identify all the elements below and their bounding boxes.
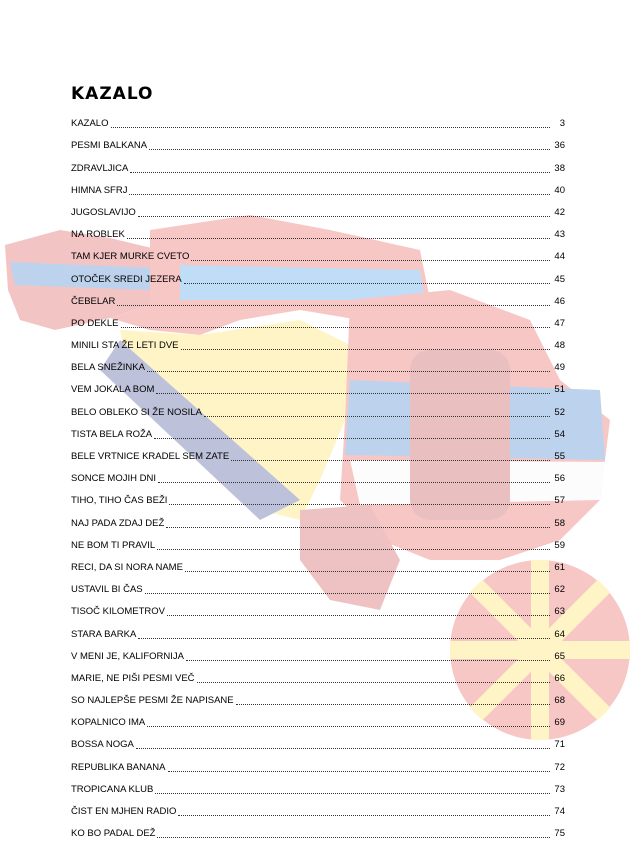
toc-entry-page: 58 [554,517,565,529]
toc-leader-dots [185,570,550,572]
toc-entry-page: 71 [554,739,565,751]
toc-leader-dots [236,703,550,705]
toc-leader-dots [154,437,550,439]
toc-entry-page: 51 [554,384,565,396]
toc-entry-page: 3 [559,118,565,130]
toc-leader-dots [191,259,550,261]
toc-entry-title: TISTA BELA ROŽA [71,428,153,440]
toc-entry-title: BELA SNEŽINKA [71,362,145,374]
toc-entry[interactable] [71,241,565,263]
toc-entry-title: REPUBLIKA BANANA [71,761,166,773]
toc-leader-dots [231,459,550,461]
toc-entry-page: 47 [554,317,565,329]
toc-entry-title: ZDRAVLJICA [71,162,129,174]
toc-entry-page: 52 [554,406,565,418]
toc-entry-title: KOPALNICO IMA [71,717,146,729]
toc-entry-page: 43 [554,229,565,241]
toc-entry-title: KO BO PADAL DEŽ [71,828,156,840]
toc-entry[interactable] [71,197,565,219]
toc-leader-dots [166,526,550,528]
toc-entry[interactable] [71,308,565,330]
toc-entry-page: 56 [554,473,565,485]
toc-entry[interactable] [71,707,565,729]
toc-entry-title: V MENI JE, KALIFORNIJA [71,650,184,662]
toc-leader-dots [138,637,550,639]
toc-entry-page: 40 [554,184,565,196]
toc-entry-page: 69 [554,717,565,729]
toc-entry-page: 63 [554,606,565,618]
toc-leader-dots [181,348,550,350]
toc-leader-dots [138,215,550,217]
toc-entry[interactable] [71,263,565,285]
toc-leader-dots [204,415,550,417]
toc-entry[interactable] [71,175,565,197]
toc-entry-title: VEM JOKALA BOM [71,384,155,396]
toc-entry-page: 62 [554,584,565,596]
toc-entry[interactable] [71,419,565,441]
toc-entry[interactable] [71,685,565,707]
toc-entry-page: 64 [554,628,565,640]
toc-entry-page: 61 [554,561,565,573]
toc-entry[interactable] [71,552,565,574]
toc-leader-dots [168,770,550,772]
toc-entry-title: PESMI BALKANA [71,140,148,152]
toc-entry[interactable] [71,729,565,751]
toc-leader-dots [127,237,550,239]
table-of-contents [71,108,565,840]
toc-leader-dots [121,326,550,328]
toc-leader-dots [197,681,550,683]
toc-leader-dots [149,148,550,150]
toc-entry[interactable] [71,751,565,773]
toc-entry-title: TAM KJER MURKE CVETO [71,251,190,263]
toc-entry-title: SONCE MOJIH DNI [71,473,156,485]
toc-entry-page: 54 [554,428,565,440]
toc-leader-dots [130,171,550,173]
toc-entry-title: NAJ PADA ZDAJ DEŽ [71,517,165,529]
toc-entry-page: 55 [554,451,565,462]
toc-entry-title: TROPICANA KLUB [71,783,154,795]
toc-leader-dots [136,747,550,749]
toc-entry[interactable] [71,507,565,529]
toc-leader-dots [129,193,550,195]
toc-entry[interactable] [71,374,565,396]
toc-entry[interactable] [71,219,565,241]
toc-entry-page: 59 [554,539,565,551]
toc-entry-page: 46 [554,295,565,307]
toc-entry-page: 36 [554,140,565,152]
toc-entry-title: MINILI STA ŽE LETI DVE [71,340,179,352]
toc-entry[interactable] [71,641,565,663]
toc-leader-dots [178,814,550,816]
toc-leader-dots [157,836,550,838]
toc-entry-page: 44 [554,251,565,263]
toc-entry-title: TIHO, TIHO ČAS BEŽI [71,495,168,507]
toc-entry[interactable] [71,152,565,174]
toc-leader-dots [147,725,550,727]
toc-entry-title: HIMNA SFRJ [71,184,128,196]
toc-entry-title: JUGOSLAVIJO [71,206,136,218]
toc-entry-page: 65 [554,650,565,662]
toc-entry[interactable] [71,796,565,818]
toc-entry-page: 68 [554,695,565,707]
toc-entry[interactable] [71,352,565,374]
toc-entry-page: 38 [554,162,565,174]
toc-entry-title: BOSSA NOGA [71,739,134,751]
toc-entry[interactable] [71,130,565,152]
toc-entry-title: STARA BARKA [71,628,137,640]
toc-leader-dots [117,304,550,306]
toc-leader-dots [111,126,551,128]
toc-entry-page: 72 [554,761,565,773]
toc-entry[interactable] [71,818,565,840]
toc-entry-page: 49 [554,362,565,374]
toc-entry-title: BELE VRTNICE KRADEL SEM ZATE [71,451,230,462]
toc-entry[interactable] [71,463,565,485]
toc-leader-dots [169,503,550,505]
toc-entry[interactable] [71,396,565,418]
toc-entry-title: MARIE, NE PIŠI PESMI VEČ [71,672,195,684]
toc-entry-title: TISOČ KILOMETROV [71,606,165,618]
toc-leader-dots [158,481,550,483]
toc-leader-dots [155,792,550,794]
toc-entry-page: 66 [554,672,565,684]
toc-entry-title: ČEBELAR [71,295,116,307]
toc-entry[interactable] [71,108,565,130]
toc-leader-dots [156,392,550,394]
toc-entry-title: RECI, DA SI NORA NAME [71,561,183,573]
toc-entry-page: 57 [554,495,565,507]
toc-entry[interactable] [71,530,565,552]
toc-entry-page: 42 [554,206,565,218]
toc-leader-dots [167,614,550,616]
toc-leader-dots [186,659,550,661]
toc-entry-page: 45 [554,273,565,285]
toc-entry-page: 74 [554,806,565,817]
toc-entry-title: OTOČEK SREDI JEZERA [71,273,182,285]
toc-entry[interactable] [71,286,565,308]
toc-leader-dots [184,282,550,284]
toc-entry[interactable] [71,441,565,463]
toc-entry-title: BELO OBLEKO SI ŽE NOSILA [71,406,202,418]
toc-entry-title: KAZALO [71,118,109,130]
toc-leader-dots [147,370,550,372]
toc-entry-title: NA ROBLEK [71,229,125,241]
toc-entry[interactable] [71,663,565,685]
toc-entry-title: NE BOM TI PRAVIL [71,539,156,551]
toc-entry-title: SO NAJLEPŠE PESMI ŽE NAPISANE [71,695,234,707]
toc-entry-page: 73 [554,783,565,795]
toc-entry-title: USTAVIL BI ČAS [71,584,143,596]
toc-leader-dots [145,592,550,594]
toc-entry-title: PO DEKLE [71,317,119,329]
toc-leader-dots [157,548,550,550]
toc-entry[interactable] [71,330,565,352]
toc-entry-page: 48 [554,340,565,352]
toc-entry[interactable] [71,485,565,507]
toc-entry[interactable] [71,596,565,618]
toc-entry[interactable] [71,574,565,596]
toc-entry[interactable] [71,618,565,640]
toc-entry-title: ČIST EN MJHEN RADIO [71,806,177,817]
page-title: KAZALO [71,84,154,104]
toc-entry[interactable] [71,774,565,796]
toc-entry-page: 75 [554,828,565,840]
